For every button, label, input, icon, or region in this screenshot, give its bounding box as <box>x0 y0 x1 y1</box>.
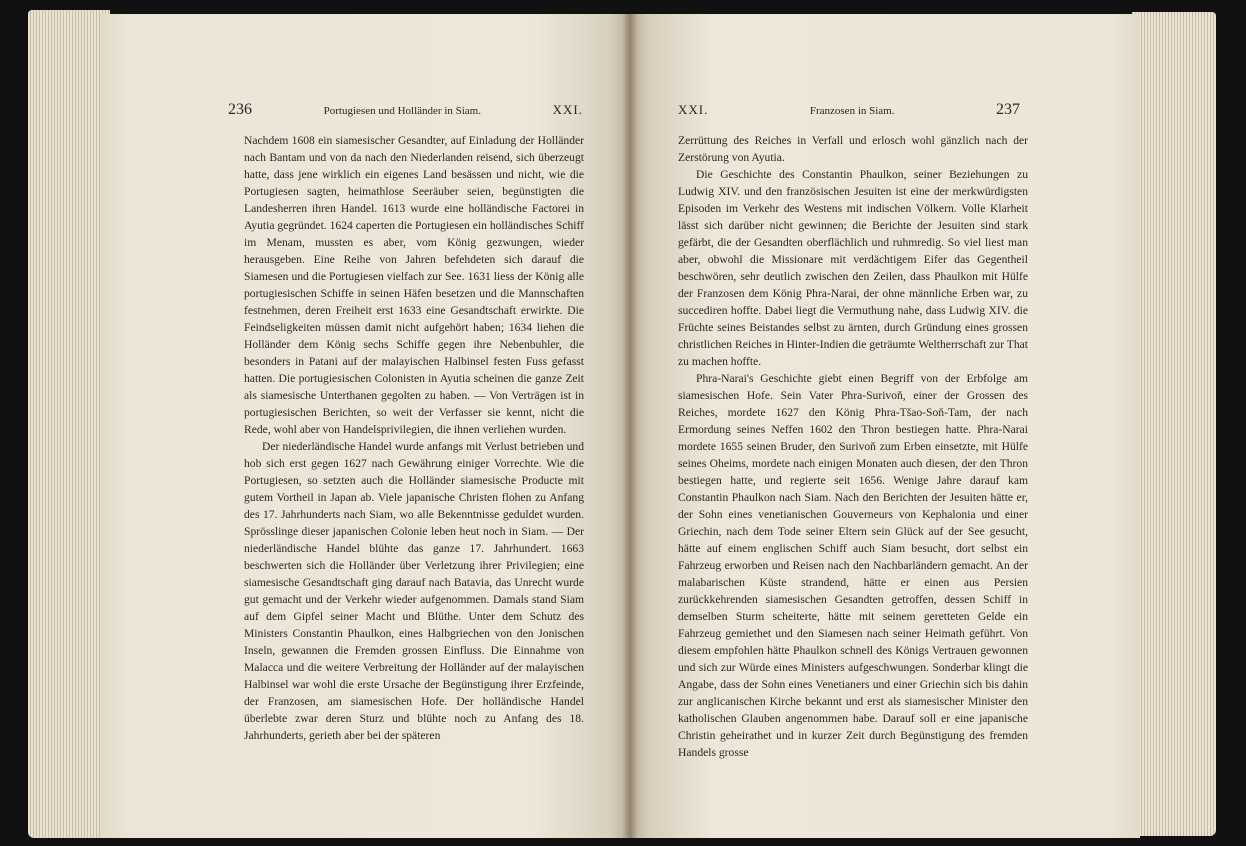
paragraph: Zerrüttung des Reiches in Verfall und erlosch wohl gänzlich nach der Zerstörung von Ayutia. <box>678 134 1028 164</box>
right-page-header <box>678 101 1020 127</box>
left-page-number: 236 <box>228 101 252 118</box>
paragraph: Der niederländische Handel wurde anfangs mit Verlust betrieben und hob sich erst gegen 1627 nach Gewährung einiger Vorrechte. Wie die Portugiesen, so setzten auch die Holländer siamesische Producte mit gutem Vortheil in Japan ab. Viele japanische Christen flohen zu Anfang des 17. Jahrhunderts nach Siam, wo alle Bekenntnisse geduldet wurden. Sprösslinge dieser japanischen Colonie leben heut noch in Siam. — Der niederländische Handel blühte das ganze 17. Jahrhundert. 1663 beschwerten sich die Holländer über Verletzung ihrer Privilegien; eine siamesische Gesandtschaft ging darauf nach Batavia, das Unrecht wurde gut gemacht und der Verkehr wieder aufgenommen. Damals stand Siam auf dem Gipfel seiner Macht und Blüthe. Unter dem Schutz des Ministers Constantin Phaulkon, eines Halbgriechen von den Jonischen Inseln, gewannen die Fremden grossen Einfluss. Die Einnahme von Malacca und die weitere Verbreitung der Holländer auf der malayischen Halbinsel war wohl die erste Ursache der Begünstigung ihrer Erzfeinde, der Franzosen, am siamesischen Hofe. Der holländische Handel überlebte zwar deren Sturz und blühte noch zu Anfang des 18. Jahrhunderts, gerieth aber bei der späteren <box>244 440 584 742</box>
paragraph: Nachdem 1608 ein siamesischer Gesandter, auf Einladung der Holländer nach Bantam und von da nach den Niederlanden reisend, sich überzeugt hatte, dass jene wirklich ein eigenes Land besässen und nicht, wie die Portugiesen sagten, heimathlose Seeräuber seien, begünstigten die Landesherren ihren Handel. 1613 wurde eine holländische Factorei in Ayutia gegründet. 1624 caperten die Portugiesen ein holländisches Schiff im Menam, mussten es aber, vom König gezwungen, wieder herausgeben. Eine Reihe von Jahren befehdeten sich darauf die Siamesen und die Portugiesen vielfach zur See. 1631 liess der König alle portugiesischen Schiffe in seinen Häfen besetzen und die Mannschaften festnehmen, deren Freiheit erst 1633 eine Gesandtschaft erwirkte. Die Feindseligkeiten müssen damit nicht aufgehört haben; 1634 liehen die Holländer dem König sechs Schiffe gegen ihre Nebenbuhler, die besonders in Patani auf der malayischen Halbinsel festen Fuss gefasst hatten. Die portugiesischen Colonisten in Ayutia scheinen die ganze Zeit als siamesische Unterthanen gegolten zu haben. — Von Verträgen ist in portugiesischen Berichten, so weit der Verfasser sie kennt, nicht die Rede, wohl aber von Handelsprivilegien, die ihnen verliehen wurden. <box>244 134 584 436</box>
right-page-edges <box>1132 12 1216 836</box>
paragraph: Phra-Narai's Geschichte giebt einen Begriff von der Erbfolge am siamesischen Hofe. Sein Vater Phra-Surivoň, einer der Grossen des Reiches, mordete 1627 den König Phra-Tšao-Soň-Tam, der nach Ermordung seines Neffen 1602 den Thron bestiegen hatte. Phra-Narai mordete 1655 seinen Bruder, den Surivoň zum Erben einsetzte, mit Hülfe seines Oheims, mordete nach einigen Monaten auch diesen, der den Thron bestiegen hatte, und regierte seit 1656. Wenige Jahre darauf kam Constantin Phaulkon nach Siam. Nach den Berichten der Jesuiten hätte er, der Sohn eines venetianischen Gouverneurs von Kephalonia und einer Griechin, nach dem Tode seiner Eltern sein Glück auf der See gesucht, hätte auf einem englischen Schiff auch Siam besucht, dort selbst ein Fahrzeug erworben und Reisen nach den Nachbarländern gemacht. An der malabarischen Küste strandend, hätte er einen aus Persien zurückkehrenden siamesischen Gesandten getroffen, dessen Schiff in demselben Sturm scheiterte, hätte mit seinem geretteten Gelde ein Fahrzeug gemiethet und den Siamesen nach seiner Heimath geführt. Von diesem empfohlen hätte Phaulkon schnell des Königs Vertrauen gewonnen und sich zur Würde eines Ministers aufgeschwungen. Sonderbar klingt die Angabe, dass der Sohn eines Venetianers und einer Griechin sich bis dahin zur anglicanischen Kirche bekannt und erst als siamesischer Minister den katholischen Glauben angenommen habe. Darauf soll er eine japanische Christin geheirathet und in kurzer Zeit durch Begünstigung des fremden Handels grosse <box>678 372 1028 759</box>
right-page-number: 237 <box>996 101 1020 118</box>
paragraph: Die Geschichte des Constantin Phaulkon, seiner Beziehungen zu Ludwig XIV. und den französischen Jesuiten ist eine der merkwürdigsten Episoden im Verkehr des Westens mit indischen Völkern. Volle Klarheit lässt sich darüber nicht gewinnen; die Berichte der Jesuiten sind stark gefärbt, die der Gesandten oberflächlich und ruhmredig. So viel liest man aber, obwohl die Missionare mit verdächtigem Eifer das Gegentheil beschwören, sehr deutlich zwischen den Zeilen, dass Phaulkon mit Hülfe der Franzosen dem König Phra-Narai, der ohne männliche Erben war, zu succediren hoffte. Dabei liegt die Vermuthung nahe, dass Ludwig XIV. die Früchte seines Beistandes selbst zu ärnten, durch Gründung eines grossen christlichen Reiches in Hinter-Indien die geträumte Weltherrschaft zur That zu machen hoffte. <box>678 168 1028 368</box>
left-chapter-number: XXI. <box>552 102 583 117</box>
left-page-edges <box>28 10 110 838</box>
right-chapter-number: XXI. <box>678 102 709 117</box>
right-page-body <box>678 132 1028 761</box>
left-page-header <box>228 101 583 127</box>
left-running-title: Portugiesen und Holländer in Siam. <box>323 105 481 117</box>
left-page-body <box>244 132 584 744</box>
right-running-title: Franzosen in Siam. <box>809 105 895 117</box>
book-gutter <box>622 14 638 838</box>
